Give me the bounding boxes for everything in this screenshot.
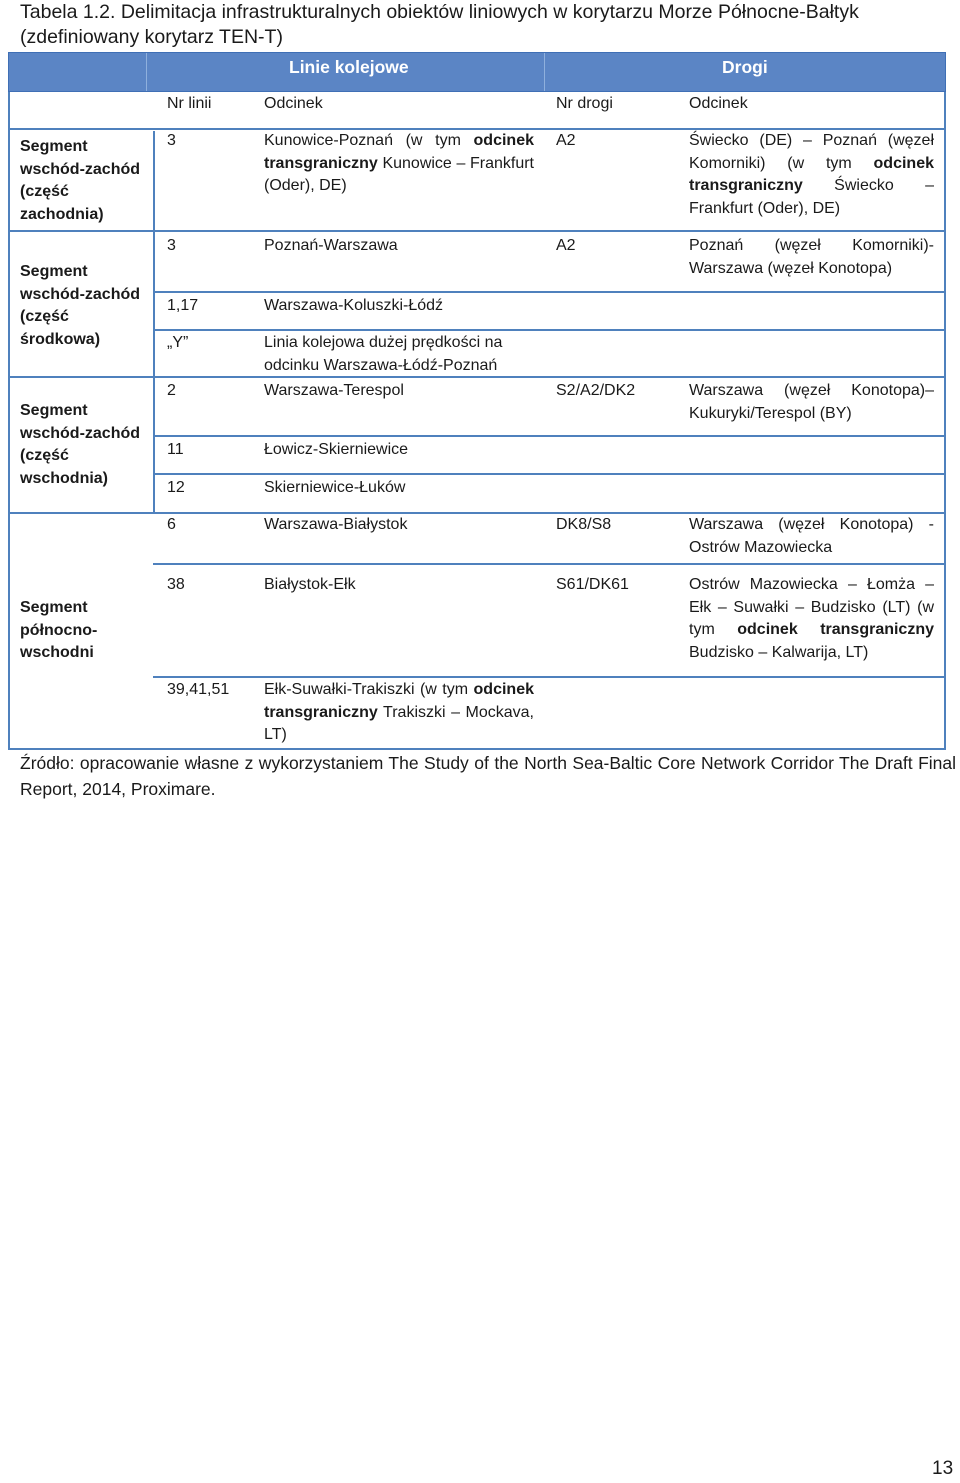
row1-rail-text: Kunowice-Poznań (w tym: [264, 132, 474, 149]
header-separator: [146, 53, 147, 91]
row9-road-no: S61/DK61: [556, 576, 629, 593]
row2-rail-section: Poznań-Warszawa: [264, 237, 398, 254]
row1-rail-bold: odcinek transgraniczny: [264, 132, 534, 172]
row4-rail-section: Linia kolejowa dużej prędkości na odcinku Warszawa-Łódź-Poznań: [264, 334, 503, 374]
row8-road-section: Warszawa (węzeł Konotopa) - Ostrów Mazowiecka: [689, 516, 934, 556]
caption-line-1: Tabela 1.2. Delimitacja infrastrukturalnych obiektów liniowych w korytarzu Morze Północne-Bałtyk: [20, 1, 859, 23]
row3-line-no: 1,17: [167, 297, 199, 314]
header-road-title: Drogi: [722, 57, 768, 77]
row-rule: [153, 473, 946, 475]
segment-central: Segment wschód-zachód (część środkowa): [20, 263, 141, 348]
segment-northeast: Segment północno-wschodni: [20, 599, 98, 661]
col-header-road-no: Nr drogi: [556, 95, 613, 112]
row-rule: [153, 291, 946, 293]
row7-rail-section: Skierniewice-Łuków: [264, 479, 406, 496]
row8-road-no: DK8/S8: [556, 516, 612, 533]
col-header-rail-section: Odcinek: [264, 95, 323, 112]
row8-line-no: 6: [167, 516, 176, 533]
corridor-table: [8, 52, 946, 752]
row-rule: [8, 230, 946, 232]
row10-rail-text-end: Trakiszki – Mockava, LT): [264, 703, 534, 743]
table-caption: [20, 0, 960, 50]
row5-line-no: 2: [167, 382, 176, 399]
row9-line-no: 38: [167, 576, 185, 593]
segment-west: Segment wschód-zachód (część zachodnia): [20, 138, 141, 223]
row10-rail-bold: odcinek transgraniczny: [264, 681, 534, 721]
row4-line-no: „Y”: [167, 334, 189, 351]
row3-rail-section: Warszawa-Koluszki-Łódź: [264, 297, 444, 314]
header-rail-title: Linie kolejowe: [289, 57, 409, 77]
row2-road-section: Poznań (węzeł Komorniki)-Warszawa (węzeł Konotopa): [689, 237, 934, 277]
row10-rail-text: Ełk-Suwałki-Trakiszki (w tym: [264, 681, 474, 698]
row6-rail-section: Łowicz-Skierniewice: [264, 441, 409, 458]
row-rule: [153, 435, 946, 437]
row2-line-no: 3: [167, 237, 176, 254]
row5-rail-section: Warszawa-Terespol: [264, 382, 404, 399]
row7-line-no: 12: [167, 479, 185, 496]
row1-rail-text-end: Kunowice – Frankfurt (Oder), DE): [264, 154, 534, 194]
row1-rail-section: [264, 130, 534, 198]
row2-road-no: A2: [556, 237, 576, 254]
segment-east: Segment wschód-zachód (część wschodnia): [20, 402, 141, 487]
row-rule: [153, 676, 946, 678]
row8-rail-section: Warszawa-Białystok: [264, 516, 408, 533]
row1-road-section: [689, 130, 934, 220]
page-number: 13: [932, 1458, 954, 1479]
source-note: Źródło: opracowanie własne z wykorzystaniem The Study of the North Sea-Baltic Core Network Corridor The Draft Final Report, 2014, Proximare.: [20, 753, 956, 799]
caption-line-2: (zdefiniowany korytarz TEN-T): [20, 26, 283, 48]
row1-road-bold: odcinek transgraniczny: [689, 154, 934, 194]
row10-line-no: 39,41,51: [167, 681, 230, 698]
row1-road-no: A2: [556, 132, 576, 149]
row1-road-text-end: Świecko – Frankfurt (Oder), DE): [689, 177, 934, 217]
row1-road-text: Świecko (DE) – Poznań (węzeł Komorniki) (w tym: [689, 132, 934, 172]
row9-road-text: Ostrów Mazowiecka – Łomża – Ełk – Suwałki – Budzisko (LT) (w tym: [689, 576, 934, 638]
col-header-line-no: Nr linii: [167, 95, 212, 112]
row5-road-section: Warszawa (węzeł Konotopa)– Kukuryki/Terespol (BY): [689, 382, 934, 422]
row9-road-bold: odcinek transgraniczny: [737, 621, 934, 638]
row9-road-text-end: Budzisko – Kalwarija, LT): [689, 643, 869, 661]
row9-rail-section: Białystok-Ełk: [264, 576, 356, 593]
row5-road-no: S2/A2/DK2: [556, 382, 636, 399]
row-rule: [153, 563, 946, 565]
row-rule: [153, 329, 946, 331]
row9-road-section: [689, 574, 934, 664]
row6-line-no: 11: [167, 441, 184, 458]
segment-divider: [153, 131, 155, 514]
header-separator: [544, 53, 545, 91]
col-header-road-section: Odcinek: [689, 95, 748, 112]
row10-rail-section: [264, 679, 534, 747]
row1-line-no: 3: [167, 132, 176, 149]
table-header-band: [8, 52, 946, 92]
